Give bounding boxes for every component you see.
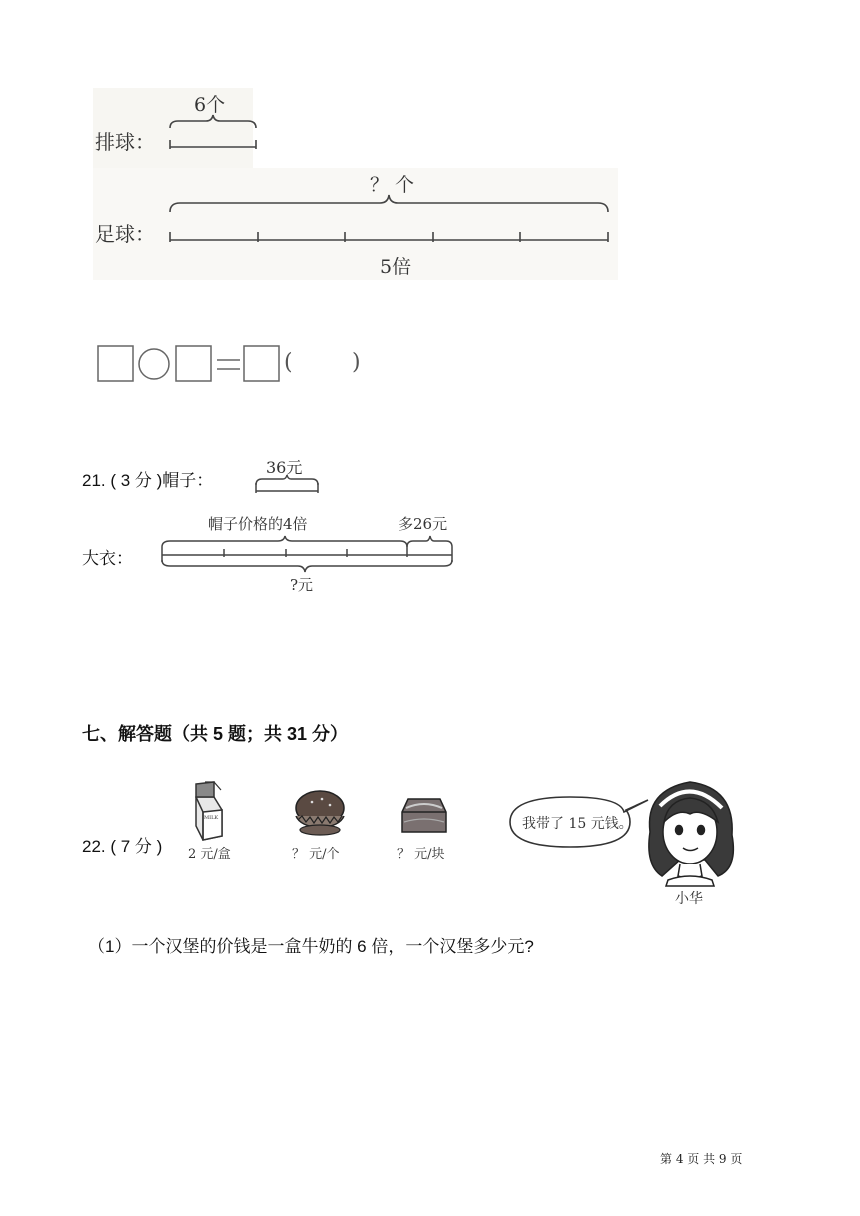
coat-total-label: ?元 xyxy=(290,576,314,594)
equals-sign xyxy=(217,360,240,369)
answer-paren-left: ( xyxy=(284,350,293,375)
milk-carton-icon xyxy=(196,782,222,840)
coat-label: 大衣： xyxy=(82,549,133,568)
girl-avatar xyxy=(649,782,734,886)
football-brace xyxy=(170,195,608,212)
volleyball-count: 6个 xyxy=(194,94,226,116)
hat-price: 36元 xyxy=(266,458,303,477)
more-label: 多26元 xyxy=(398,515,448,533)
milk-price: 2 元/盒 xyxy=(188,847,231,862)
operator-circle xyxy=(139,349,169,379)
volleyball-label: 排球： xyxy=(95,130,155,154)
burger-icon xyxy=(296,791,344,835)
section-heading: 七、解答题（共 5 题；共 31 分） xyxy=(82,724,349,744)
coat-bar xyxy=(162,536,452,572)
answer-box-1 xyxy=(98,346,133,381)
answer-box-3 xyxy=(244,346,279,381)
football-count: ？ 个 xyxy=(370,174,415,196)
answer-unit-blank[interactable] xyxy=(296,350,348,378)
football-label: 足球： xyxy=(95,222,155,246)
speech-text: 我带了 15 元钱。 xyxy=(522,816,633,832)
answer-box-2 xyxy=(176,346,211,381)
sub-question-1: （1）一个汉堡的价钱是一盒牛奶的 6 倍，一个汉堡多少元? xyxy=(88,937,534,956)
football-bar xyxy=(170,195,608,242)
answer-paren-right: ) xyxy=(352,350,361,375)
times-hat-label: 帽子价格的4倍 xyxy=(208,515,308,533)
volleyball-brace xyxy=(170,115,256,128)
question-21-title: 21. ( 3 分 )帽子： xyxy=(82,471,214,490)
page-number: 第 4 页 共 9 页 xyxy=(660,1152,743,1166)
milk-carton-text: MILK xyxy=(204,815,219,821)
cake-price: ？ 元/块 xyxy=(397,847,445,862)
equation-boxes xyxy=(98,346,279,381)
cake-icon xyxy=(402,799,446,832)
girl-name: 小华 xyxy=(675,891,703,907)
burger-price: ？ 元/个 xyxy=(292,847,340,862)
question-22-title: 22. ( 7 分 ) xyxy=(82,837,163,856)
times-label: 5倍 xyxy=(380,256,412,278)
volleyball-bar xyxy=(170,115,256,149)
